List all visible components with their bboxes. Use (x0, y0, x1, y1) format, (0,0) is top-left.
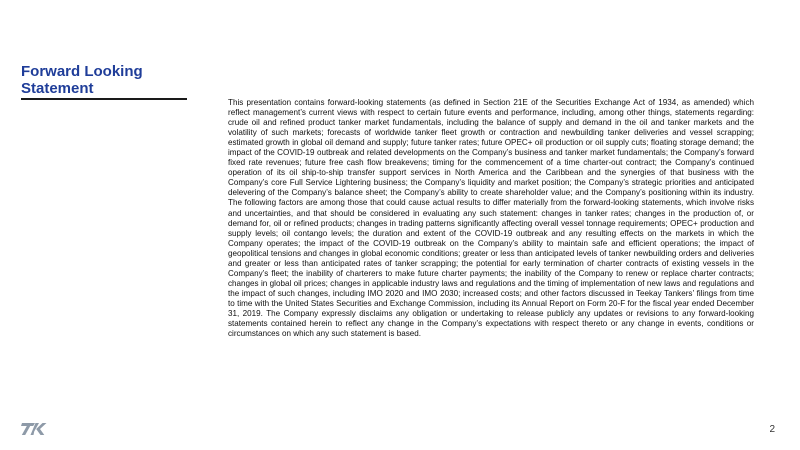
title-underline (21, 98, 187, 100)
page-title: Forward Looking Statement (21, 63, 143, 97)
teekay-logo-icon (21, 421, 47, 437)
forward-looking-statement-text: This presentation contains forward-looking statements (as defined in Section 21E of the Securities Exchange Act of 1934, as amended) which reflect management’s current views with respect to certain future events and performance, including, among other things, statements regarding: crude oil and refined product tanker market fundamentals, including the balance of supply and demand in the oil and tanker markets and the volatility of such markets; forecasts of worldwide tanker fleet growth or contraction and newbuilding tanker deliveries and vessel scrapping; estimated growth in global oil demand and supply; future tanker rates; future OPEC+ oil production or oil supply cuts; floating storage demand; the impact of the COVID-19 outbreak and related developments on the Company’s business and tanker market fundamentals; the Company’s forward fixed rate revenues; future free cash flow breakevens; timing for the commencement of a time charter-out contract; the Company’s continued operation of its oil ship-to-ship transfer support services in North America and the Caribbean and the synergies of that business with the Company’s core Full Service Lightering business; the Company’s liquidity and market position; the Company’s strategic priorities and anticipated delevering of the Company’s balance sheet; the Company’s ability to create shareholder value; and the Company’s positioning within its industry. The following factors are among those that could cause actual results to differ materially from the forward-looking statements, which involve risks and uncertainties, and that should be considered in evaluating any such statement: changes in tanker rates; changes in the production of, or demand for, oil or refined products; changes in trading patterns significantly affecting overall vessel tonnage requirements; OPEC+ production and supply levels; oil contango levels; the duration and extent of the COVID-19 outbreak and any resulting effects on the markets in which the Company operates; the impact of the COVID-19 outbreak on the Company’s ability to maintain safe and efficient operations; the impact of geopolitical tensions and changes in global economic conditions; greater or less than anticipated levels of tanker newbuilding orders and deliveries and greater or less than anticipated rates of tanker scrapping; the potential for early termination of charter contracts of existing vessels in the Company’s fleet; the inability of charterers to make future charter payments; the inability of the Company to renew or replace charter contracts; changes in global oil prices; changes in applicable industry laws and regulations and the timing of implementation of new laws and regulations and the impact of such changes, including IMO 2020 and IMO 2030; increased costs; and other factors discussed in Teekay Tankers’ filings from time to time with the United States Securities and Exchange Commission, including its Annual Report on Form 20-F for the fiscal year ended December 31, 2019. The Company expressly disclaims any obligation or undertaking to release publicly any updates or revisions to any forward-looking statements contained herein to reflect any change in the Company’s expectations with respect thereto or any change in events, conditions or circumstances on which any such statement is based. (228, 98, 754, 339)
page-number: 2 (769, 424, 775, 435)
